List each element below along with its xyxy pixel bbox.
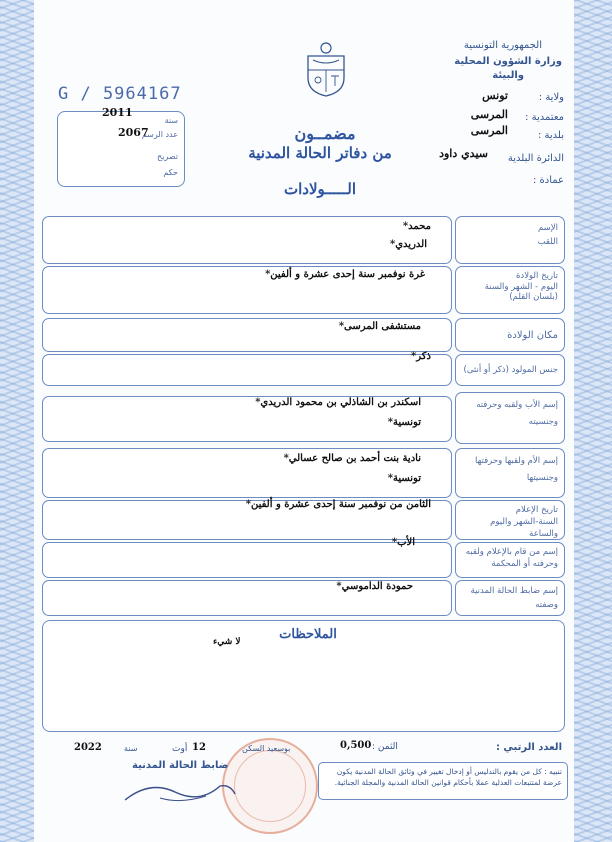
issue-day: 12	[192, 742, 206, 753]
name-value-box	[42, 216, 452, 264]
officer-value-box	[42, 580, 452, 616]
notes-title: الملاحظات	[279, 627, 337, 642]
delegation-value: المرسى	[470, 108, 508, 121]
declaration-label: تصريح	[157, 152, 178, 161]
father-sublabel: وجنسيته	[528, 417, 558, 427]
omda-label: عمادة :	[532, 175, 564, 186]
declarant-value-box	[42, 537, 452, 578]
serial-order-label: العدد الرتبي :	[495, 742, 562, 753]
issue-month: أوت	[172, 744, 188, 754]
birth-date-label-box	[455, 266, 565, 314]
reference-box	[57, 106, 185, 187]
birth-date-sublabel: اليوم - الشهر والسنة	[484, 281, 558, 292]
judgment-label: حكم	[163, 168, 178, 177]
serial-number: G / 5964167	[58, 84, 182, 104]
price-label: الثمن :	[372, 742, 398, 752]
record-number-value: 2067	[118, 126, 149, 139]
district-label: الدائرة البلدية	[507, 153, 564, 164]
birth-place-label: مكان الولادة	[507, 330, 558, 341]
civil-officer-label: ضابط الحالة المدنية	[132, 760, 229, 771]
birth-date-note: (بلسان القلم)	[509, 292, 558, 303]
year-label: سنة	[164, 116, 178, 125]
title-extract: مضمــون	[294, 124, 356, 143]
issue-year: 2022	[74, 742, 102, 753]
title-civil-registry: من دفاتر الحالة المدنية	[248, 144, 392, 162]
notes-value: لا شيء	[213, 637, 241, 647]
mother-label-box	[455, 448, 565, 498]
declarant-label: إسم من قام بالإعلام ولقبه	[465, 547, 558, 557]
officer-sublabel: وصفته	[535, 599, 558, 610]
municipality-value: المرسى	[470, 124, 508, 137]
ministry-line2: والبيئة	[492, 70, 524, 81]
name-label-box	[455, 216, 565, 264]
first-name-label: الإسم	[538, 223, 558, 233]
notes-box	[42, 620, 565, 732]
declarant-value: الأب*	[391, 537, 415, 548]
republic-name: الجمهورية التونسية	[463, 40, 542, 51]
left-guilloche-border	[0, 0, 34, 842]
sex-label: جنس المولود (ذكر أو أنثى)	[463, 365, 558, 375]
declarant-sublabel: وحرفته أو المحكمة	[491, 558, 558, 569]
mother-label: إسم الأم ولقبها وحرفتها	[475, 456, 558, 466]
issue-year-label: سنة	[124, 744, 138, 753]
legal-warning: تنبيه : كل من يقوم بالتدليس أو إدخال تغيير في وثائق الحالة المدنية يكون عرضة لمتتبعات العدلية عملا بأحكام قوانين الحالة المدنية والمجلة الجنائية.	[318, 762, 568, 800]
mother-value-box	[42, 448, 452, 498]
birth-place-value-box	[42, 318, 452, 352]
officer-signature	[120, 770, 240, 810]
father-nationality-value: تونسية*	[387, 417, 421, 428]
last-name-value: الدريدي*	[390, 239, 427, 250]
wilaya-label: ولاية :	[538, 92, 564, 103]
price-value: 0,500	[340, 740, 372, 751]
right-guilloche-border	[574, 0, 612, 842]
tunisia-coat-of-arms-icon	[303, 40, 349, 98]
sex-label-box	[455, 354, 565, 386]
sex-value-box	[42, 351, 452, 386]
officer-value: حمودة الداموسي*	[336, 581, 413, 592]
declaration-date-value-box	[42, 500, 452, 540]
wilaya-value: تونس	[482, 89, 508, 102]
municipality-label: بلدية :	[537, 130, 564, 141]
birth-place-label-box	[455, 318, 565, 352]
ministry-line1: وزارة الشؤون المحلية	[454, 56, 562, 67]
district-value: سيدي داود	[439, 147, 488, 160]
father-label: إسم الأب ولقبه وحرفته	[476, 400, 558, 410]
mother-sublabel: وجنسيتها	[526, 473, 558, 483]
officer-label: إسم ضابط الحالة المدنية	[470, 586, 558, 596]
title-births: الـــــولادات	[284, 180, 356, 198]
delegation-label: معتمدية :	[525, 112, 564, 123]
father-value-box	[42, 396, 452, 442]
birth-place-value: مستشفى المرسى*	[338, 321, 421, 332]
birth-date-label: تاريخ الولادة	[515, 271, 558, 281]
declaration-date-label: تاريخ الإعلام	[515, 505, 558, 515]
year-value: 2011	[102, 106, 133, 119]
last-name-label: اللقب	[537, 237, 558, 248]
declaration-date-label-box	[455, 500, 565, 540]
mother-name-value: نادية بنت أحمد بن صالح عسالي*	[283, 453, 421, 464]
declaration-date-value: الثامن من نوفمبر سنة إحدى عشرة و ألفين*	[245, 499, 431, 510]
declarant-label-box	[455, 542, 565, 578]
father-label-box	[455, 392, 565, 444]
declaration-date-sublabel: السنة-الشهر واليوم والساعة	[490, 516, 558, 539]
first-name-value: محمد*	[402, 221, 431, 232]
birth-date-value-box	[42, 266, 452, 314]
sex-value: ذكر*	[411, 351, 431, 362]
birth-date-value: غرة نوفمبر سنة إحدى عشرة و ألفين*	[265, 269, 425, 280]
officer-label-box	[455, 580, 565, 616]
place-of-issue: بوسعيد السكن	[242, 744, 291, 753]
father-name-value: اسكندر بن الشاذلي بن محمود الدريدي*	[255, 397, 421, 408]
record-number-label: عدد الرسم	[141, 130, 178, 139]
mother-nationality-value: تونسية*	[387, 473, 421, 484]
